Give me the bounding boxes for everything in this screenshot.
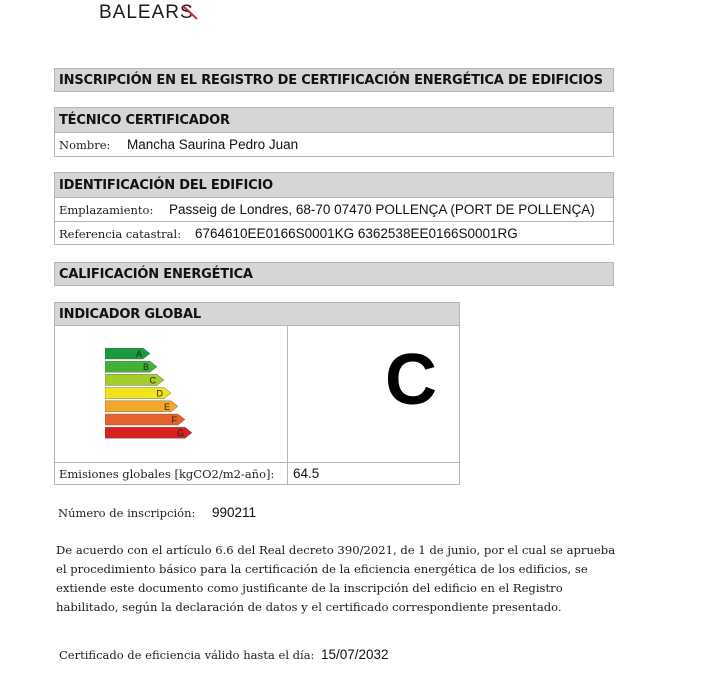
emplazamiento-label: Emplazamiento: [59, 202, 154, 217]
emisiones-row [55, 462, 459, 484]
energy-bar-b [105, 361, 157, 372]
indicador-section [54, 302, 460, 485]
energy-letter-a: A [135, 349, 142, 359]
legal-paragraph: De acuerdo con el artículo 6.6 del Real decreto 390/2021, de 1 de junio, por el cual se aprueba el procedimiento básico para la certificación de la eficiencia energética de los edificios, se extiende este documento como justificante de la inscripción del edificio en el Registro habilitado, según la declaración de datos y el certificado correspondiente presentado. [56, 543, 616, 614]
emplazamiento-value: Passeig de Londres, 68-70 07470 POLLENÇA (PORT DE POLLENÇA) [169, 202, 595, 217]
nombre-value: Mancha Saurina Pedro Juan [127, 137, 299, 152]
calificacion-title: CALIFICACIÓN ENERGÉTICA [59, 266, 253, 282]
tecnico-header [55, 108, 613, 132]
tecnico-title: TÉCNICO CERTIFICADOR [59, 112, 230, 128]
validez-label: Certificado de eficiencia válido hasta el día: [59, 648, 315, 662]
indicador-body [55, 325, 459, 462]
energy-letter-d: D [156, 388, 163, 399]
inscripcion-line [58, 505, 256, 520]
indicador-header [55, 303, 459, 325]
calificacion-title-bar [54, 262, 614, 286]
indicador-title: INDICADOR GLOBAL [59, 306, 201, 322]
emisiones-value: 64.5 [293, 466, 320, 481]
energy-letter-g: G [176, 428, 184, 439]
edificio-header [55, 173, 613, 197]
energy-rating-letter: C [385, 340, 437, 420]
emisiones-label: Emisiones globales [kgCO2/m2-año]: [55, 463, 288, 485]
energy-letter-b: B [142, 362, 149, 373]
nombre-label: Nombre: [59, 137, 111, 152]
energy-scale-chart [105, 348, 215, 442]
energy-letter-c: C [149, 375, 156, 386]
edificio-title: IDENTIFICACIÓN DEL EDIFICIO [59, 177, 273, 193]
validez-value: 15/07/2032 [321, 647, 389, 662]
registro-title: INSCRIPCIÓN EN EL REGISTRO DE CERTIFICACIÓN ENERGÉTICA DE EDIFICIOS [59, 72, 603, 88]
tecnico-section [54, 107, 614, 157]
energy-letter-f: F [171, 415, 177, 425]
referencia-value: 6764610EE0166S0001KG 6362538EE0166S0001RG [195, 226, 518, 241]
nombre-row [55, 132, 613, 156]
emplazamiento-row [55, 197, 613, 221]
energy-bar-a [105, 348, 150, 359]
energy-letter-e: E [163, 401, 170, 412]
inscripcion-value: 990211 [212, 505, 257, 520]
logo-slash-icon [181, 4, 201, 22]
referencia-label: Referencia catastral: [59, 226, 182, 241]
edificio-section [54, 172, 614, 245]
referencia-row [55, 221, 613, 245]
validez-line [59, 647, 389, 662]
indicador-divider [287, 326, 288, 463]
inscripcion-label: Número de inscripción: [58, 506, 196, 520]
balears-logo-text: BALEARS [99, 2, 194, 23]
registro-title-bar [54, 68, 614, 92]
